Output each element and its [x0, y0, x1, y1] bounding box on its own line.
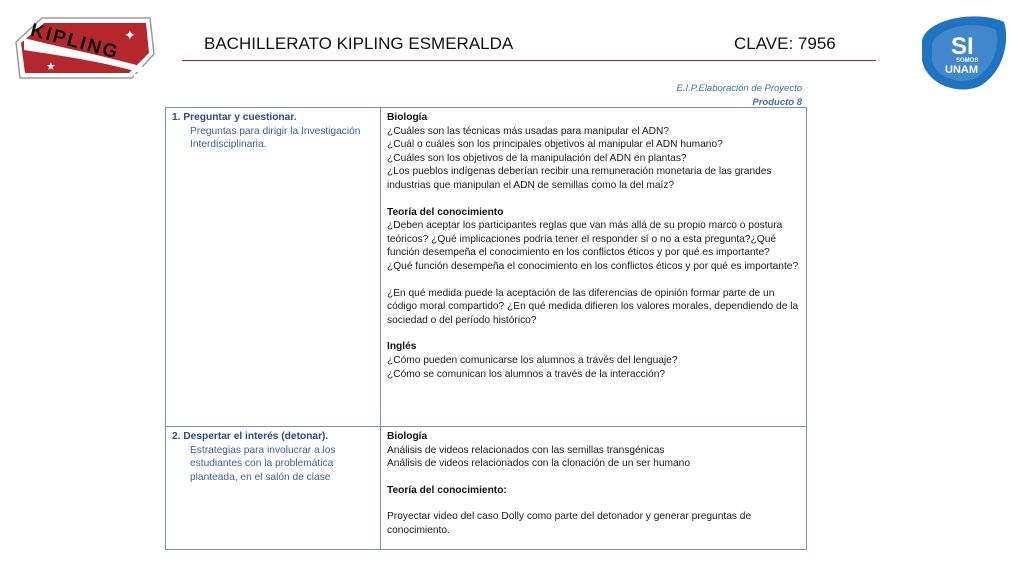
section-heading: Teoría del conocimiento: [387, 484, 507, 496]
question-line: ¿En qué medida puede la aceptación de las diferencias de opinión formar parte de un código moral compartido? ¿En qué medida difieren los valores morales, dependiendo de la sociedad o del período histórico? [387, 287, 799, 326]
row-content-cell [381, 108, 807, 427]
row-label-cell [166, 108, 381, 427]
question-line: ¿Cuál o cuáles son los principales objetivos al manipular el ADN humano? [387, 139, 723, 151]
kipling-logo [12, 14, 158, 82]
question-line: ¿Deben aceptar los participantes reglas que van más allá de su propio marco o postura teóricos? ¿Qué implicaciones podría tener el responder sí o no a esta pregunta?¿Qué función desempeña el conocimiento en los conflictos éticos y por qué es importante? [387, 220, 783, 259]
star-icon: ✦ [124, 28, 136, 44]
row-title: 2. Despertar el interés (detonar). [172, 431, 329, 442]
school-clave: CLAVE: 7956 [734, 34, 836, 53]
section-heading: Inglés [387, 341, 417, 353]
project-label: E.I.P.Elaboración de Proyecto [676, 83, 802, 94]
question-line: ¿Cómo pueden comunicarse los alumnos a través del lenguaje? [387, 354, 678, 366]
question-line: ¿Cómo se comunican los alumnos a través de la interacción? [387, 368, 666, 380]
product-label: Producto 8 [752, 97, 802, 108]
row-description: Estrategias para involucrar a los estudiantes con la problemática planteada, en el salón de clase [190, 444, 336, 483]
question-line: ¿Qué función desempeña el conocimiento en los conflictos éticos y por qué es importante? [387, 260, 799, 272]
question-line: ¿Los pueblos indígenas deberían recibir una remuneración monetaria de las grandes industrias que manipulan el ADN de semillas como la del maíz? [387, 166, 772, 191]
row-description: Preguntas para dirigir la Investigación Interdisciplinaria. [190, 125, 361, 151]
star-icon: ★ [46, 60, 56, 73]
row-title: 1. Preguntar y cuestionar. [172, 112, 297, 123]
svg-text:SOMOS: SOMOS [956, 58, 979, 64]
section-heading: Teoría del conocimiento [387, 206, 504, 218]
svg-text:SI: SI [951, 33, 974, 60]
header-divider [182, 60, 876, 61]
question-line: ¿Cuáles son los objetivos de la manipulación del ADN en plantas? [387, 152, 687, 164]
table-row [166, 427, 807, 550]
row-content-cell [381, 427, 807, 550]
table-row [166, 108, 807, 427]
document-header [676, 82, 802, 110]
svg-text:UNAM: UNAM [945, 64, 978, 76]
section-heading: Biología [387, 431, 428, 442]
kipling-logo-text: KIPLING [28, 19, 122, 64]
school-name: BACHILLERATO KIPLING ESMERALDA [204, 34, 514, 53]
activity-line: Análisis de videos relacionados con las semillas transgénicas [387, 444, 665, 456]
activity-line: Análisis de videos relacionados con la clonación de un ser humano [387, 458, 690, 470]
row-label-cell [166, 427, 381, 550]
section-heading: Biología [387, 112, 428, 123]
document-page [134, 74, 824, 572]
project-table [165, 107, 807, 550]
question-line: ¿Cuáles son las técnicas más usadas para manipular el ADN? [387, 125, 669, 137]
activity-line: Proyectar video del caso Dolly como parte del detonador y generar preguntas de conocimiento. [387, 511, 752, 536]
unam-logo [918, 10, 1010, 92]
